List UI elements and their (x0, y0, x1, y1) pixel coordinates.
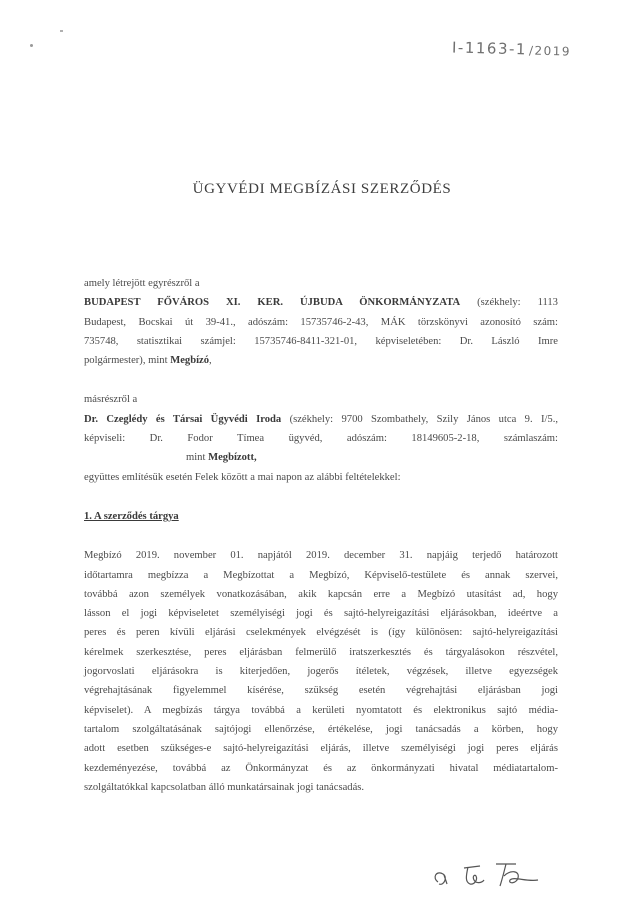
document-title: ÜGYVÉDI MEGBÍZÁSI SZERZŐDÉS (192, 181, 452, 197)
party2-role-line: mint Megbízott, (186, 452, 257, 464)
section1-line: képviselet). A megbízás tárgya továbbá a kerületi nyomtatott és elektronikus sajtó média- (84, 704, 558, 716)
section1-line: adott esetben szükséges-e sajtó-helyreigazítási eljárás, illetve személyiségi jogi peres eljárás (84, 743, 558, 755)
document-body (84, 274, 558, 797)
registry-year: /2019 (528, 43, 572, 59)
section1-line: kezdeményezése, továbbá az Önkormányzat és az önkormányzati hivatal médiatartalom- (84, 762, 558, 774)
second-intro-line: másrészről a (84, 394, 138, 406)
section1-line: tartalom szolgáltatásának sajtójogi ellenőrzése, értékelése, jogi tanácsadás a körben, hogy (84, 723, 558, 735)
party2-name: Dr. Czeglédy és Társai Ügyvédi Iroda (84, 413, 282, 425)
party1-line4: polgármester), mint Megbízó, (84, 355, 212, 367)
registry-number: I-1163-1 (451, 38, 528, 59)
initials-signature (430, 856, 550, 896)
section1-line: Megbízó 2019. november 01. napjától 2019. december 31. napjáig terjedő határozott (84, 550, 558, 562)
party1-name: BUDAPEST FŐVÁROS XI. KER. ÚJBUDA ÖNKORMÁNYZATA (84, 297, 461, 309)
party1-line3: 735748, statisztikai számjel: 15735746-8411-321-01, képviseletében: Dr. László Imre (84, 335, 558, 347)
party1-line1: BUDAPEST FŐVÁROS XI. KER. ÚJBUDA ÖNKORMÁNYZATA (székhely: 1113 (84, 297, 558, 309)
party2-role: Megbízott, (208, 452, 257, 464)
party2-line2: képviseli: Dr. Fodor Tímea ügyvéd, adószám: 18149605-2-18, számlaszám: (84, 433, 558, 445)
scan-speck (60, 30, 63, 32)
scan-speck (30, 44, 33, 47)
party2-line1: Dr. Czeglédy és Társai Ügyvédi Iroda (székhely: 9700 Szombathely, Szily János utca 9. I/5., (84, 413, 559, 425)
section1-line: lásson el jogi képviseletet személyiségi jogi és sajtó-helyreigazítási eljárásokban, ideértve a (84, 608, 558, 620)
section1-paragraph (84, 546, 558, 797)
party1-line2: Budapest, Bocskai út 39-41., adószám: 15735746-2-43, MÁK törzskönyvi azonosító szám: (84, 316, 558, 328)
together-line: együttes említésük esetén Felek között a mai napon az alábbi feltételekkel: (84, 471, 401, 483)
section1-line: szolgáltatókkal kapcsolatban álló munkatársainak jogi tanácsadás. (84, 781, 365, 793)
intro-line: amely létrejött egyrészről a (84, 278, 200, 289)
handwritten-registry-number (452, 38, 571, 59)
section1-line: továbbá azon személyek vonatkozásában, akik kapcsán erre a Megbízó utasítást ad, hogy (84, 588, 558, 600)
section1-line: peres és peren kívüli eljárási cselekmények elvégzését is (így különösen: sajtó-helyreigazítási (84, 627, 558, 639)
section1-line: végrehajtásának figyelemmel kísérése, szükség esetén végrehajtási eljárásban jogi (84, 685, 558, 697)
section1-line: jogorvoslati eljárásokra is kiterjedően, jogerős ítéletek, végzések, illetve egyezségek (84, 666, 558, 678)
party1-role: Megbízó (170, 355, 210, 367)
section1-line: kérelmek szerkesztése, peres eljárásban felmerülő iratszerkesztés és tárgyalásokon részvétel, (84, 646, 558, 658)
section1-line: időtartamra megbízza a Megbízottat a Megbízó, Képviselő-testülete és annak szervei, (84, 569, 558, 581)
section1-heading: 1. A szerződés tárgya (84, 510, 179, 522)
